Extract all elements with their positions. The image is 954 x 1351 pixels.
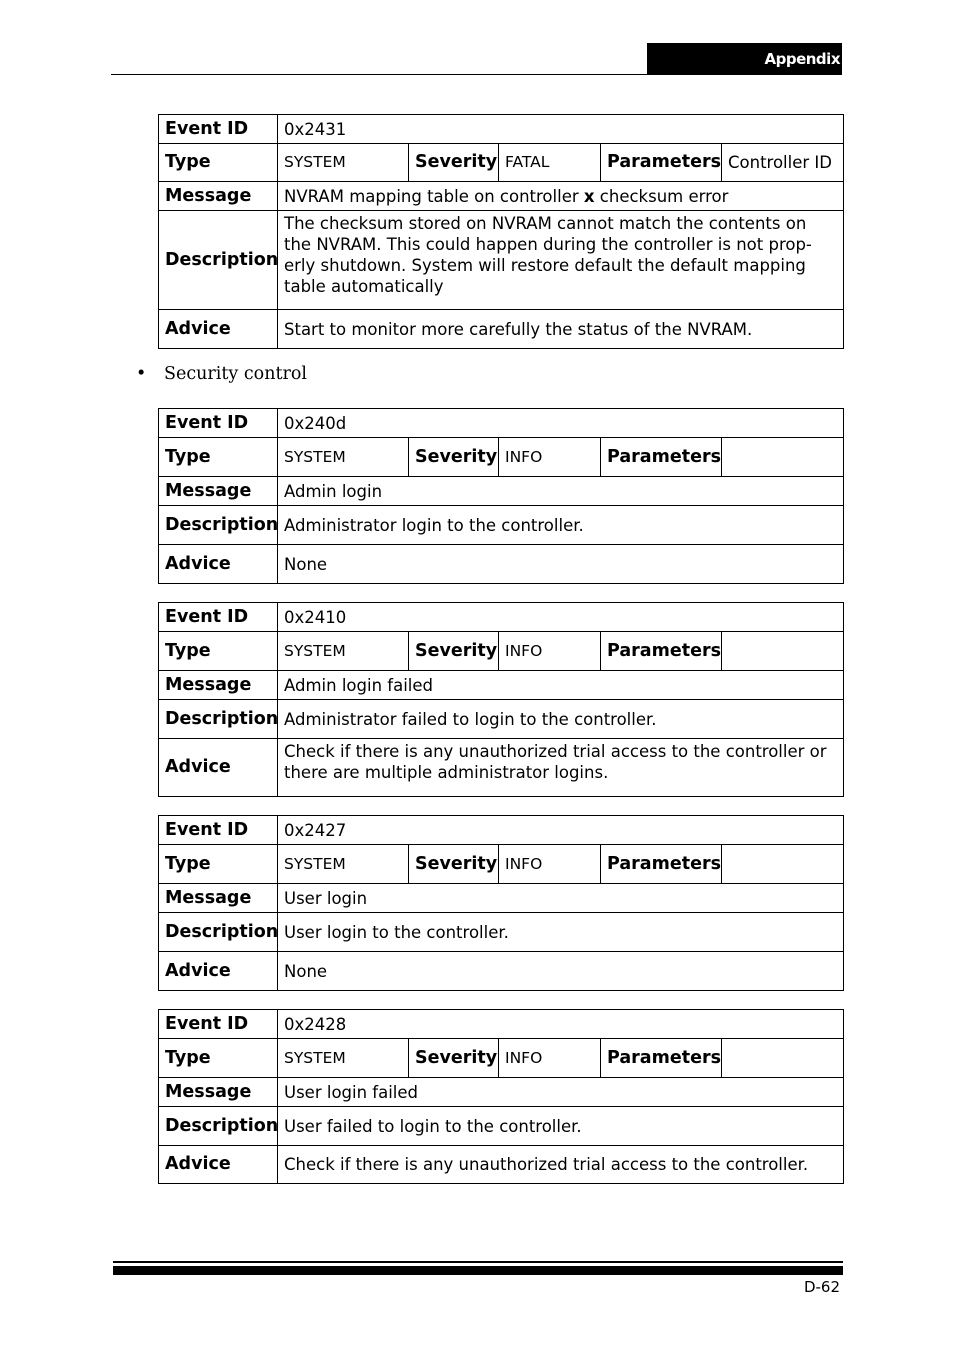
severity-value: INFO (499, 845, 601, 884)
parameters-value: Controller ID (722, 144, 844, 182)
event-table (158, 408, 844, 584)
section-bullet (136, 364, 307, 384)
footer-rule-thin (113, 1261, 843, 1263)
advice-value: Start to monitor more carefully the status of the NVRAM. (278, 310, 844, 349)
parameters-value (722, 1039, 844, 1078)
parameters-value (722, 438, 844, 477)
advice-label: Advice (159, 310, 278, 349)
message-label: Message (159, 884, 278, 913)
parameters-label: Parameters (601, 438, 722, 477)
message-label: Message (159, 671, 278, 700)
event-id-value: 0x2431 (278, 115, 844, 144)
advice-value: None (278, 545, 844, 584)
type-value: SYSTEM (278, 144, 409, 182)
message-value: Admin login failed (278, 671, 844, 700)
severity-value: INFO (499, 1039, 601, 1078)
message-text-end: checksum error (594, 186, 729, 206)
event-id-label: Event ID (159, 816, 278, 845)
severity-label: Severity (409, 1039, 499, 1078)
type-value: SYSTEM (278, 1039, 409, 1078)
severity-value: INFO (499, 632, 601, 671)
event-id-value: 0x2427 (278, 816, 844, 845)
header-rule (111, 74, 647, 75)
message-value: User login failed (278, 1078, 844, 1107)
message-label: Message (159, 1078, 278, 1107)
severity-label: Severity (409, 632, 499, 671)
event-id-value: 0x2410 (278, 603, 844, 632)
message-label: Message (159, 477, 278, 506)
page-number: D-62 (803, 1278, 840, 1296)
advice-label: Advice (159, 739, 278, 797)
event-id-label: Event ID (159, 409, 278, 438)
message-value: User login (278, 884, 844, 913)
type-label: Type (159, 144, 278, 182)
description-value: User failed to login to the controller. (278, 1107, 844, 1146)
type-value: SYSTEM (278, 632, 409, 671)
type-label: Type (159, 1039, 278, 1078)
event-id-value: 0x240d (278, 409, 844, 438)
section-title: Appendix (764, 50, 840, 68)
event-table (158, 114, 844, 349)
description-value: Administrator login to the controller. (278, 506, 844, 545)
event-table (158, 1009, 844, 1184)
event-id-label: Event ID (159, 603, 278, 632)
severity-value: INFO (499, 438, 601, 477)
advice-value: Check if there is any unauthorized trial access to the controller. (278, 1146, 844, 1184)
parameters-label: Parameters (601, 144, 722, 182)
severity-value: FATAL (499, 144, 601, 182)
severity-label: Severity (409, 144, 499, 182)
message-label: Message (159, 182, 278, 211)
section-tab (647, 43, 842, 75)
parameters-label: Parameters (601, 632, 722, 671)
description-label: Description (159, 506, 278, 545)
message-value (278, 182, 844, 211)
event-table (158, 815, 844, 991)
event-id-value: 0x2428 (278, 1010, 844, 1039)
parameters-value (722, 632, 844, 671)
severity-label: Severity (409, 845, 499, 884)
bullet-text: Security control (164, 364, 307, 384)
advice-label: Advice (159, 545, 278, 584)
parameters-value (722, 845, 844, 884)
description-value: Administrator failed to login to the controller. (278, 700, 844, 739)
parameters-label: Parameters (601, 1039, 722, 1078)
description-label: Description (159, 1107, 278, 1146)
description-label: Description (159, 700, 278, 739)
event-table (158, 602, 844, 797)
footer-rule-thick (113, 1266, 843, 1275)
bullet-symbol: • (136, 364, 147, 384)
description-value: The checksum stored on NVRAM cannot match the contents on the NVRAM. This could happen during the controller is not prop-erly shutdown. System will restore default the default mapping table automatically (278, 211, 844, 310)
parameters-label: Parameters (601, 845, 722, 884)
message-text: NVRAM mapping table on controller (284, 186, 584, 206)
severity-label: Severity (409, 438, 499, 477)
advice-value: Check if there is any unauthorized trial access to the controller or there are multiple administrator logins. (278, 739, 844, 797)
type-label: Type (159, 632, 278, 671)
type-value: SYSTEM (278, 438, 409, 477)
advice-label: Advice (159, 952, 278, 991)
advice-value: None (278, 952, 844, 991)
type-label: Type (159, 438, 278, 477)
event-id-label: Event ID (159, 1010, 278, 1039)
advice-label: Advice (159, 1146, 278, 1184)
description-value: User login to the controller. (278, 913, 844, 952)
description-label: Description (159, 211, 278, 310)
type-label: Type (159, 845, 278, 884)
message-variable: x (583, 186, 595, 206)
description-label: Description (159, 913, 278, 952)
event-id-label: Event ID (159, 115, 278, 144)
message-value: Admin login (278, 477, 844, 506)
type-value: SYSTEM (278, 845, 409, 884)
